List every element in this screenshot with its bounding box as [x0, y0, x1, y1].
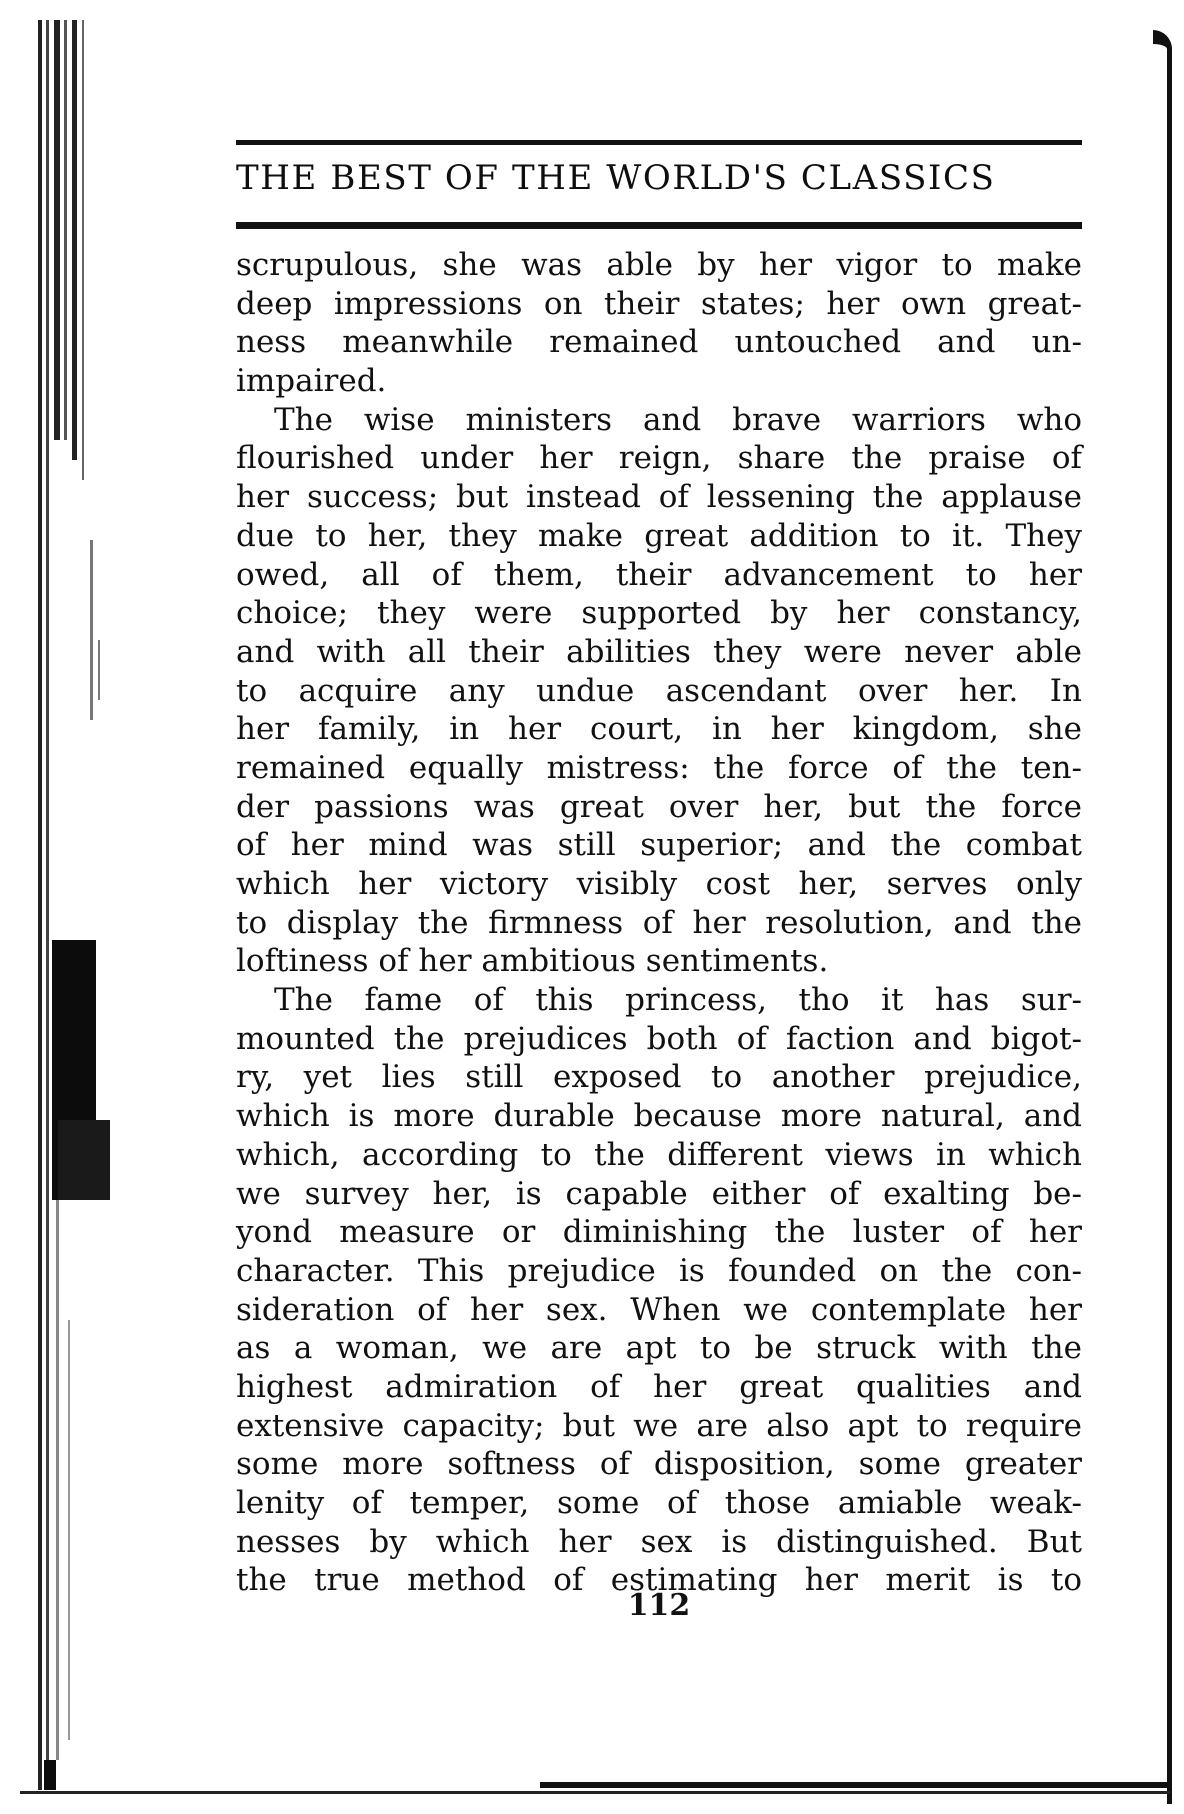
text-line: The fame of this princess, tho it has sur-	[274, 982, 1082, 1019]
text-line: der passions was great over her, but the force	[236, 788, 1082, 825]
page-edge-bottom-shadow	[540, 1782, 1170, 1788]
text-line: the true method of estimating her merit is to	[236, 1562, 1082, 1599]
page-edge-bottom	[20, 1791, 1170, 1794]
running-header: THE BEST OF THE WORLD'S CLASSICS	[236, 158, 996, 198]
header-rule-top	[236, 140, 1082, 145]
text-line: her family, in her court, in her kingdom, she	[236, 711, 1082, 748]
text-line: choice; they were supported by her constancy,	[236, 595, 1082, 632]
text-line: impaired.	[236, 363, 387, 400]
page-number: 112	[627, 1588, 691, 1623]
text-line: which, according to the different views in which	[236, 1136, 1082, 1173]
text-line: ry, yet lies still exposed to another prejudice,	[236, 1059, 1082, 1096]
text-line: of her mind was still superior; and the combat	[236, 827, 1082, 864]
text-line: lenity of temper, some of those amiable weak-	[236, 1485, 1082, 1521]
text-line: some more softness of disposition, some greater	[236, 1446, 1082, 1483]
text-line: which her victory visibly cost her, serves only	[236, 866, 1082, 902]
text-line: her success; but instead of lessening the applause	[236, 479, 1082, 516]
text-line: to display the firmness of her resolution, and the	[236, 904, 1082, 941]
text-line: flourished under her reign, share the praise of	[236, 440, 1082, 477]
text-line: ness meanwhile remained untouched and un-	[236, 324, 1082, 361]
text-line: to acquire any undue ascendant over her. In	[236, 672, 1082, 709]
binding-shadow	[38, 20, 110, 1790]
text-line: loftiness of her ambitious sentiments.	[236, 943, 829, 980]
text-line: The wise ministers and brave warriors who	[274, 401, 1082, 438]
text-line: yond measure or diminishing the luster of her	[236, 1214, 1082, 1251]
text-line: scrupulous, she was able by her vigor to make	[236, 247, 1082, 283]
text-line: deep impressions on their states; her own great-	[236, 285, 1082, 322]
text-line: extensive capacity; but we are also apt to require	[236, 1407, 1082, 1444]
text-line: as a woman, we are apt to be struck with the	[236, 1330, 1082, 1367]
text-line: character. This prejudice is founded on the con-	[236, 1252, 1082, 1289]
text-line: and with all their abilities they were never able	[236, 633, 1082, 670]
text-line: remained equally mistress: the force of the ten-	[236, 749, 1082, 786]
text-line: highest admiration of her great qualities and	[236, 1368, 1082, 1405]
header-rule-bottom	[236, 222, 1082, 229]
text-line: due to her, they make great addition to it. They	[236, 517, 1082, 554]
page-edge-right	[1153, 30, 1172, 1804]
body-text	[236, 246, 1082, 1600]
text-line: sideration of her sex. When we contemplate her	[236, 1291, 1082, 1328]
text-line: mounted the prejudices both of faction and bigot-	[236, 1020, 1082, 1057]
text-line: nesses by which her sex is distinguished. But	[236, 1523, 1082, 1560]
text-line: owed, all of them, their advancement to her	[236, 556, 1082, 593]
text-line: which is more durable because more natural, and	[236, 1098, 1082, 1135]
text-line: we survey her, is capable either of exalting be-	[236, 1175, 1082, 1212]
